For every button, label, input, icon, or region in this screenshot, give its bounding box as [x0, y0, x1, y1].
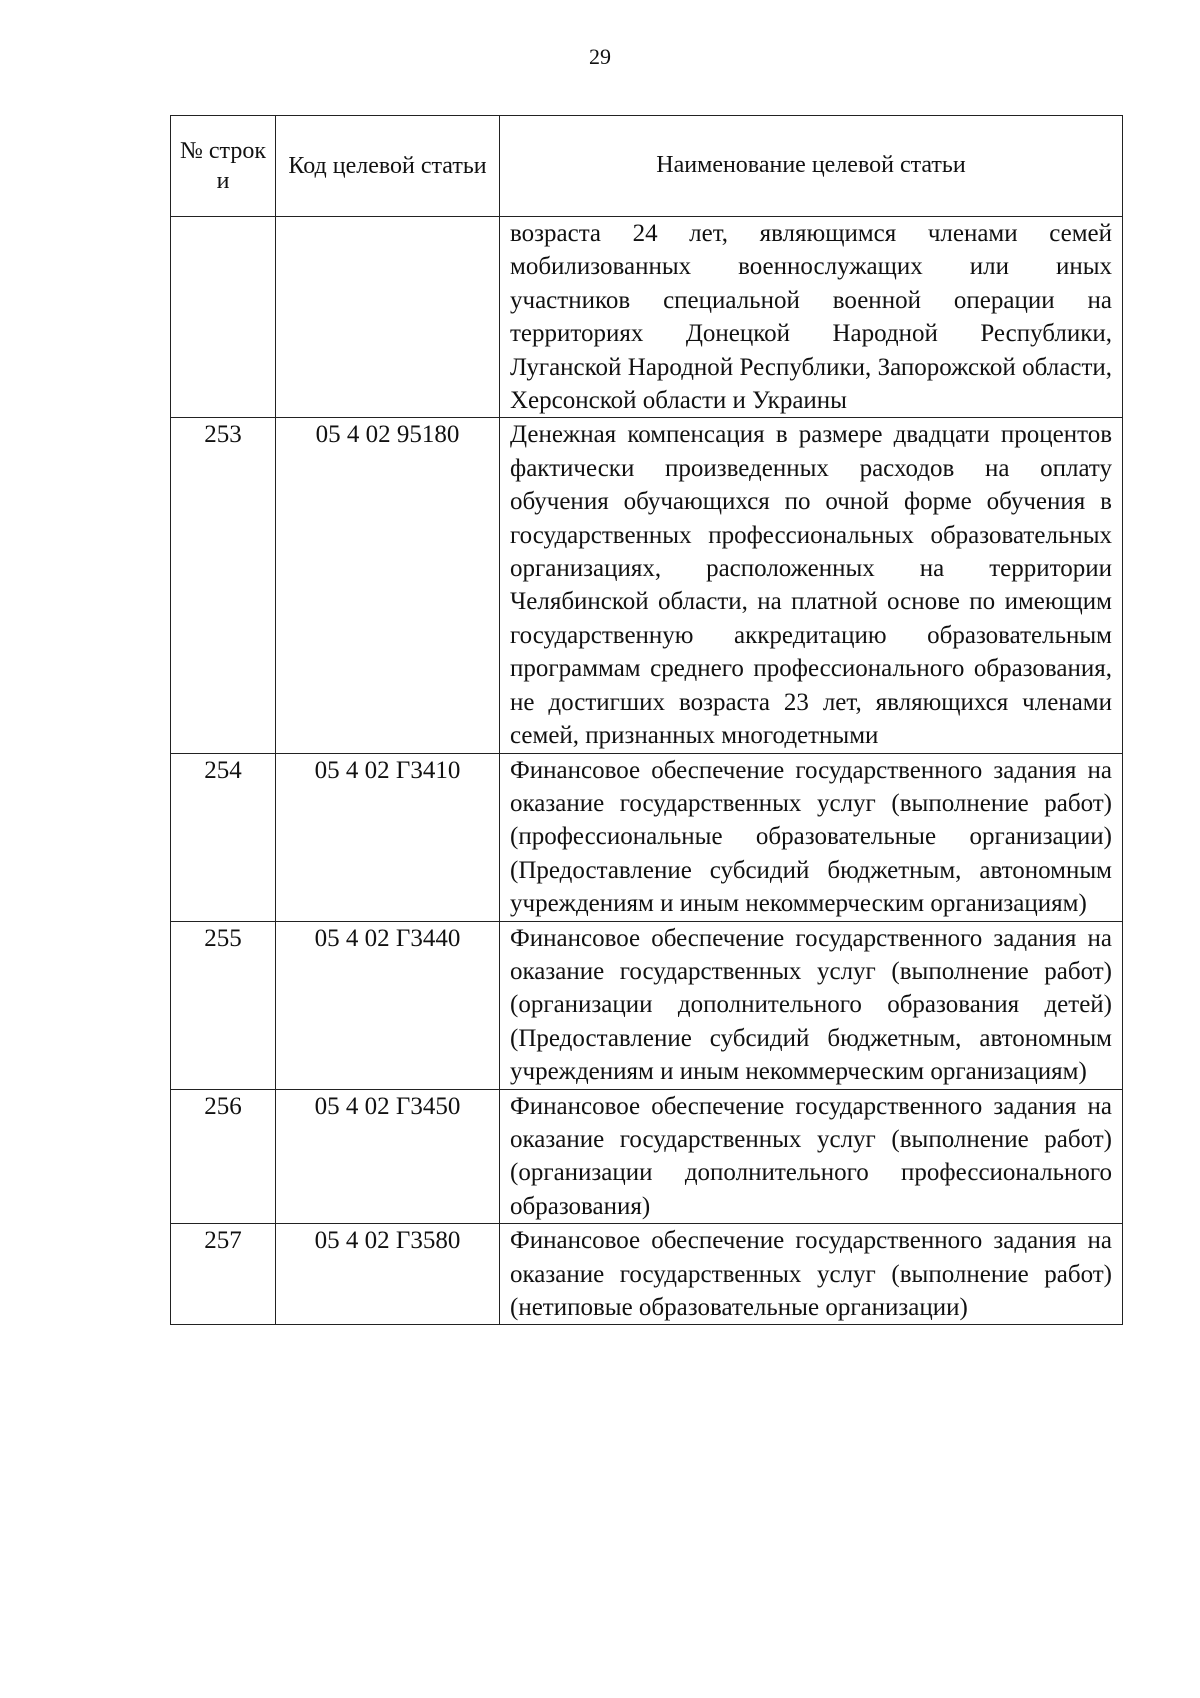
article-code: 05 4 02 Г3450: [276, 1089, 500, 1224]
header-row-number: № строк и: [171, 116, 276, 217]
article-name-text: Денежная компенсация в размере двадцати процентов фактически произведенных расходов на оплату обучения обучающихся по очной форме обучения в государственных профессиональных образовательных организациях, расположенных на территории Челябинской области, на платной основе по имеющим государственную аккредитацию образовательным программам среднего профессионального образования, не достигших возраста 23 лет, являющихся членами семей, признанных многодетными: [510, 421, 1112, 750]
table-row: [171, 418, 1123, 753]
article-code: 05 4 02 Г3580: [276, 1224, 500, 1325]
article-name-text: возраста 24 лет, являющимся членами семей мобилизованных военнослужащих или иных участников специальной военной операции на территориях Донецкой Народной Республики, Луганской Народной Республики, Запорожской области, Херсонской области и Украины: [510, 220, 1112, 415]
article-name: [500, 1224, 1123, 1325]
row-number: [171, 217, 276, 418]
table-row: [171, 1224, 1123, 1325]
article-name-text: Финансовое обеспечение государственного задания на оказание государственных услуг (выполнение работ) (профессиональные образовательные организации) (Предоставление субсидий бюджетным, автономным учреждениям и иным некоммерческим организациям): [510, 756, 1112, 918]
table-row: [171, 1089, 1123, 1224]
header-article-name: Наименование целевой статьи: [500, 116, 1123, 217]
article-name-text: Финансовое обеспечение государственного задания на оказание государственных услуг (выполнение работ) (организации дополнительного образования детей) (Предоставление субсидий бюджетным, автономным учреждениям и иным некоммерческим организациям): [510, 924, 1112, 1086]
article-code: 05 4 02 95180: [276, 418, 500, 753]
row-number: 254: [171, 753, 276, 921]
article-name: [500, 217, 1123, 418]
article-name: [500, 753, 1123, 921]
row-number: 255: [171, 921, 276, 1089]
article-code: [276, 217, 500, 418]
table-row: [171, 753, 1123, 921]
target-articles-table: [170, 115, 1123, 1325]
row-number: 253: [171, 418, 276, 753]
table-row: [171, 921, 1123, 1089]
article-name: [500, 1089, 1123, 1224]
page-number: 29: [589, 44, 611, 69]
article-code: 05 4 02 Г3410: [276, 753, 500, 921]
table-header-row: [171, 116, 1123, 217]
article-code: 05 4 02 Г3440: [276, 921, 500, 1089]
header-article-code: Код целевой статьи: [276, 116, 500, 217]
table-row: [171, 217, 1123, 418]
article-name-text: Финансовое обеспечение государственного задания на оказание государственных услуг (выполнение работ) (организации дополнительного профессионального образования): [510, 1092, 1112, 1220]
article-name: [500, 418, 1123, 753]
article-name-text: Финансовое обеспечение государственного задания на оказание государственных услуг (выполнение работ) (нетиповые образовательные организации): [510, 1227, 1112, 1321]
row-number: 256: [171, 1089, 276, 1224]
row-number: 257: [171, 1224, 276, 1325]
article-name: [500, 921, 1123, 1089]
